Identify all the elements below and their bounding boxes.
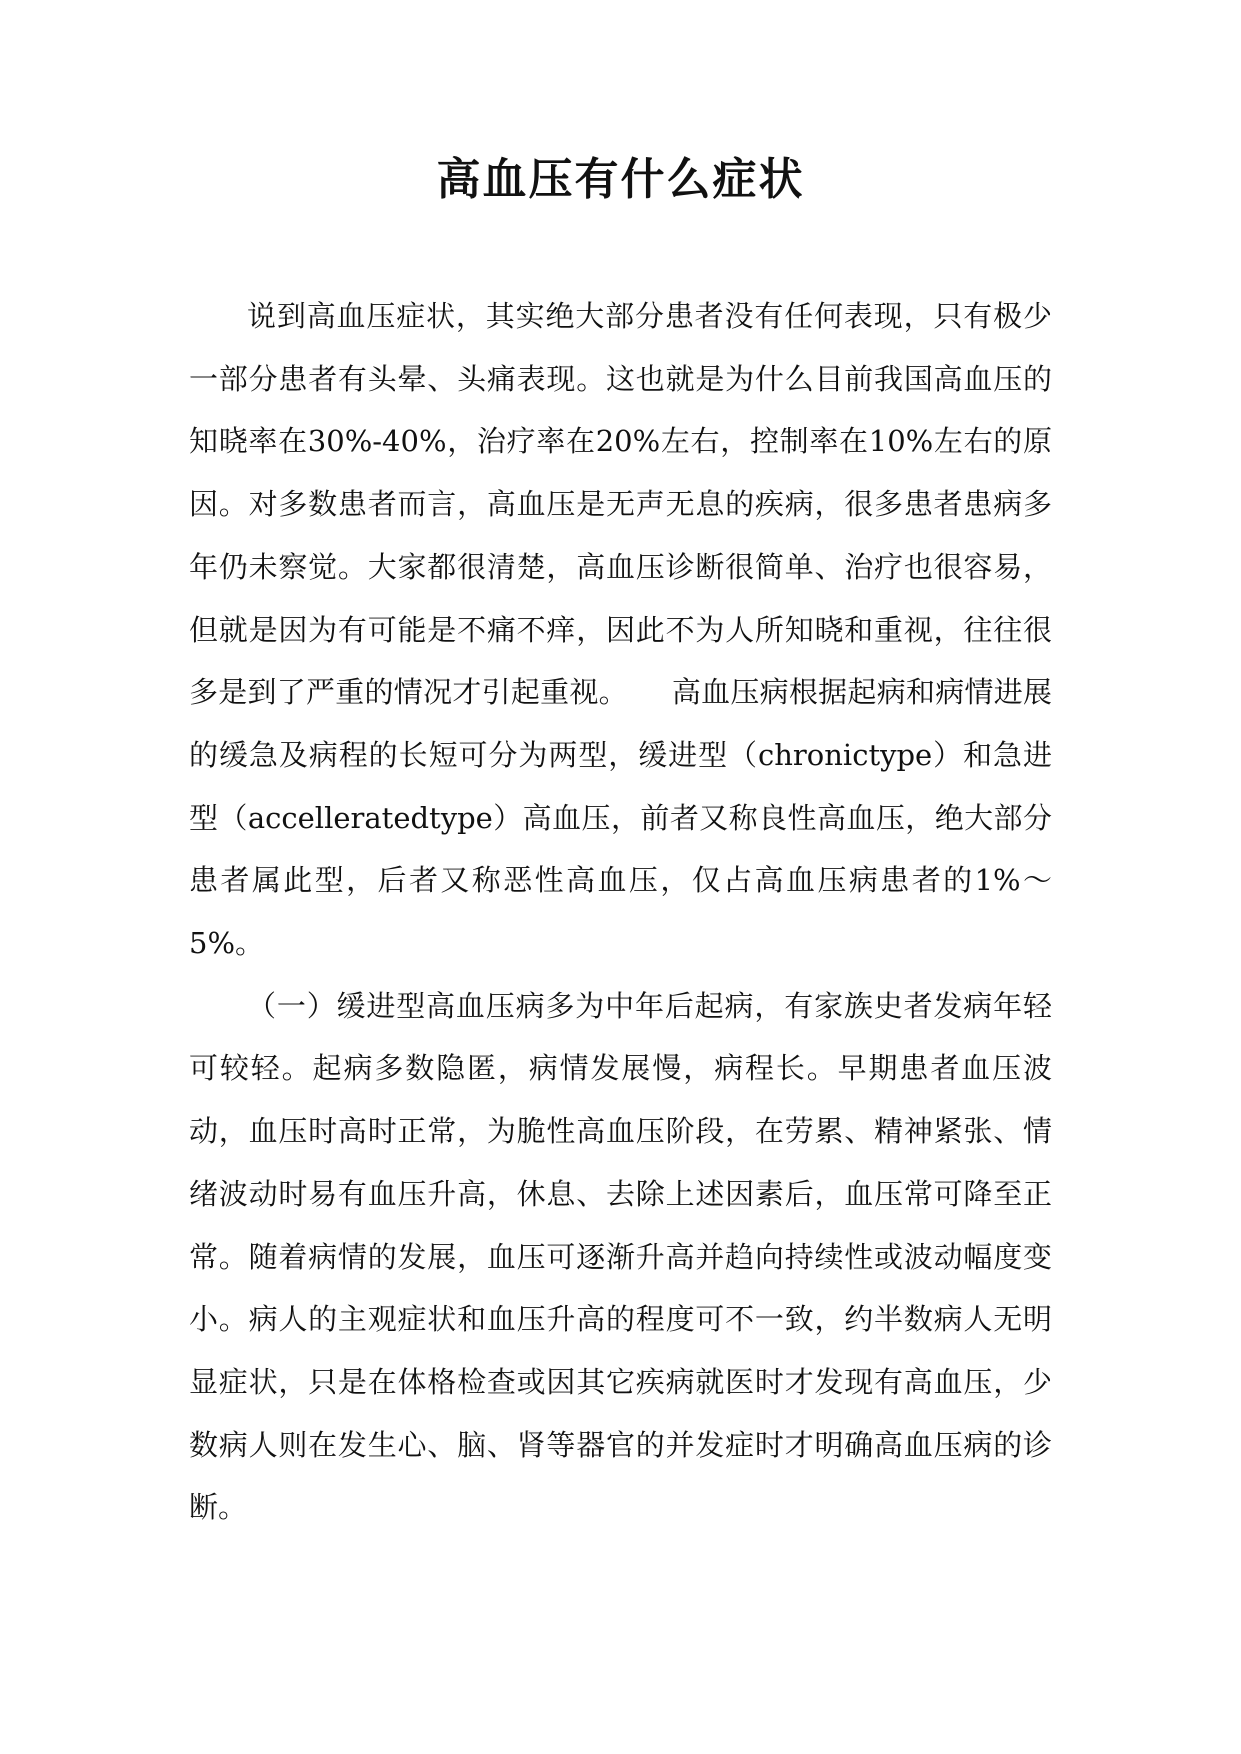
document-body <box>189 285 1052 1539</box>
paragraph-2: （一）缓进型高血压病多为中年后起病，有家族史者发病年轻可较轻。起病多数隐匿，病情发展慢，病程长。早期患者血压波动，血压时高时正常，为脆性高血压阶段，在劳累、精神紧张、情绪波动时易有血压升高，休息、去除上述因素后，血压常可降至正常。随着病情的发展，血压可逐渐升高并趋向持续性或波动幅度变小。病人的主观症状和血压升高的程度可不一致，约半数病人无明显症状，只是在体格检查或因其它疾病就医时才发现有高血压，少数病人则在发生心、脑、肾等器官的并发症时才明确高血压病的诊断。 <box>189 988 1052 1525</box>
document-title: 高血压有什么症状 <box>436 154 805 205</box>
paragraph-1: 说到高血压症状，其实绝大部分患者没有任何表现，只有极少一部分患者有头晕、头痛表现。这也就是为什么目前我国高血压的知晓率在30%-40%，治疗率在20%左右，控制率在10%左右的原因。对多数患者而言，高血压是无声无息的疾病，很多患者患病多年仍未察觉。大家都很清楚，高血压诊断很简单、治疗也很容易，但就是因为有可能是不痛不痒，因此不为人所知晓和重视，往往很多是到了严重的情况才引起重视。 高血压病根据起病和病情进展的缓急及病程的长短可分为两型，缓进型（chronictype）和急进型（accelleratedtype）高血压，前者又称良性高血压，绝大部分患者属此型，后者又称恶性高血压，仅占高血压病患者的1%～5%。 <box>189 299 1052 961</box>
